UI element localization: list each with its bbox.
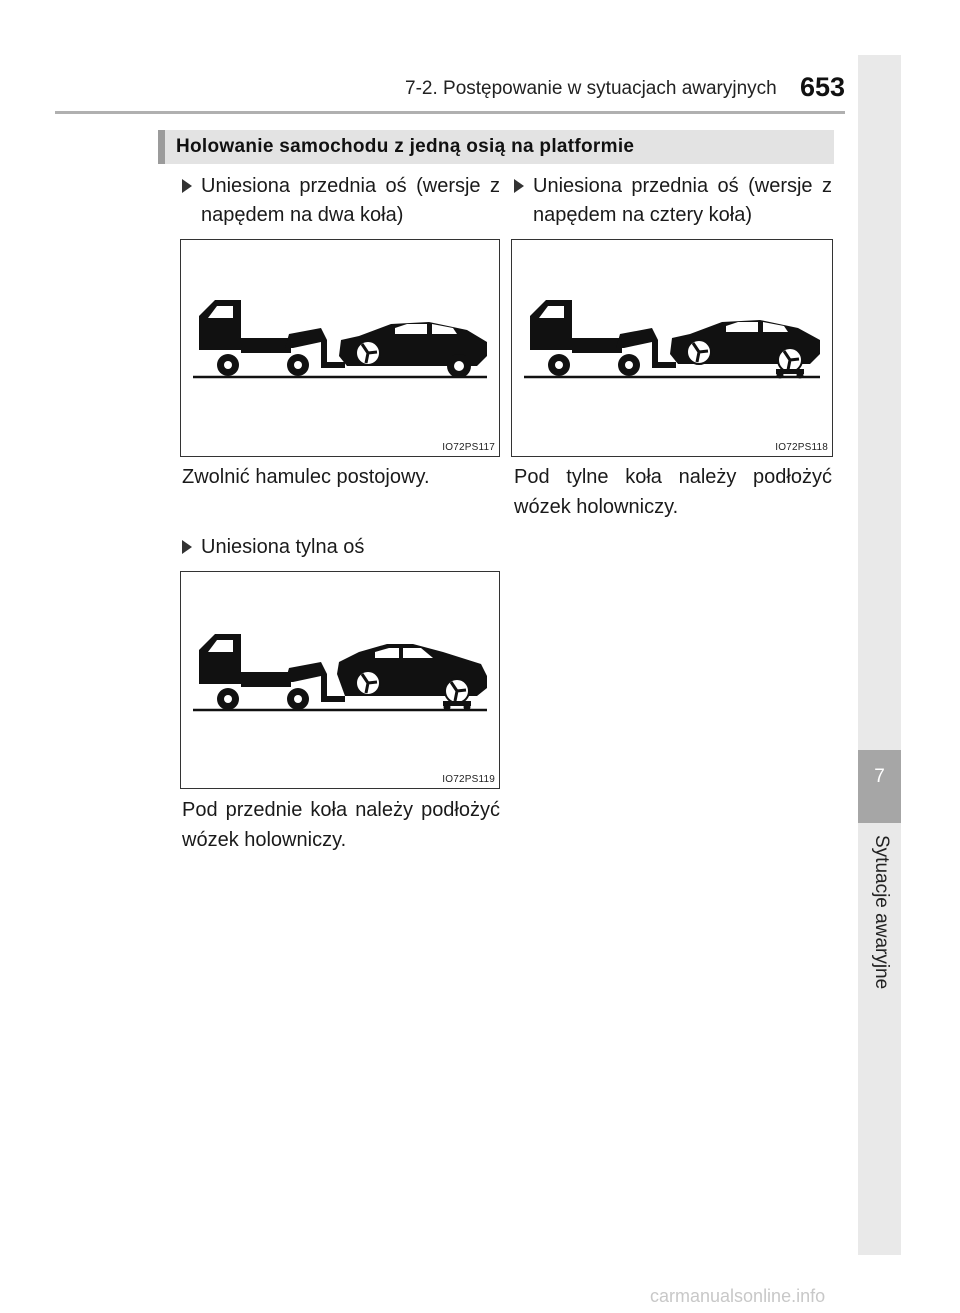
caption-front-axle-2wd: Zwolnić hamulec postojowy. [182,466,430,488]
header-rule [55,111,845,114]
triangle-bullet-icon [182,540,192,554]
section-title: Holowanie samochodu z jedną osią na platformie [176,136,635,157]
caption-rear-axle: Pod przednie koła należy podłożyć wózek holowniczy. [182,799,500,851]
bullet-text: Uniesiona przednia oś (wersje z napędem na cztery koła) [533,175,832,226]
bullet-text: Uniesiona tylna oś [201,536,365,558]
side-tab [858,55,901,1255]
bullet-front-axle-2wd [182,172,500,230]
page-number: 653 [800,72,846,102]
bullet-rear-axle [182,533,500,562]
figure-rear-axle [180,571,500,789]
chapter-title: Sytuacje awaryjne [871,835,892,990]
triangle-bullet-icon [182,179,192,193]
section-accent [158,130,165,164]
figure-code: IO72PS118 [775,442,828,453]
triangle-bullet-icon [514,179,524,193]
figure-code: IO72PS119 [442,774,495,785]
tow-truck-rear-lifted-dolly-illustration [181,572,499,788]
bullet-text: Uniesiona przednia oś (wersje z napędem na dwa koła) [201,175,500,226]
chapter-number: 7 [874,766,885,787]
bullet-front-axle-4wd [514,172,832,230]
tow-truck-front-lifted-illustration [181,240,499,456]
figure-front-axle-2wd [180,239,500,457]
figure-code: IO72PS117 [442,442,495,453]
watermark: carmanualsonline.info [650,1286,826,1306]
tow-truck-front-lifted-dolly-illustration [512,240,832,456]
section-heading [158,130,834,164]
figure-front-axle-4wd [511,239,833,457]
caption-front-axle-4wd: Pod tylne koła należy podłożyć wózek holowniczy. [514,466,832,518]
running-head: 7-2. Postępowanie w sytuacjach awaryjnych [405,78,777,99]
